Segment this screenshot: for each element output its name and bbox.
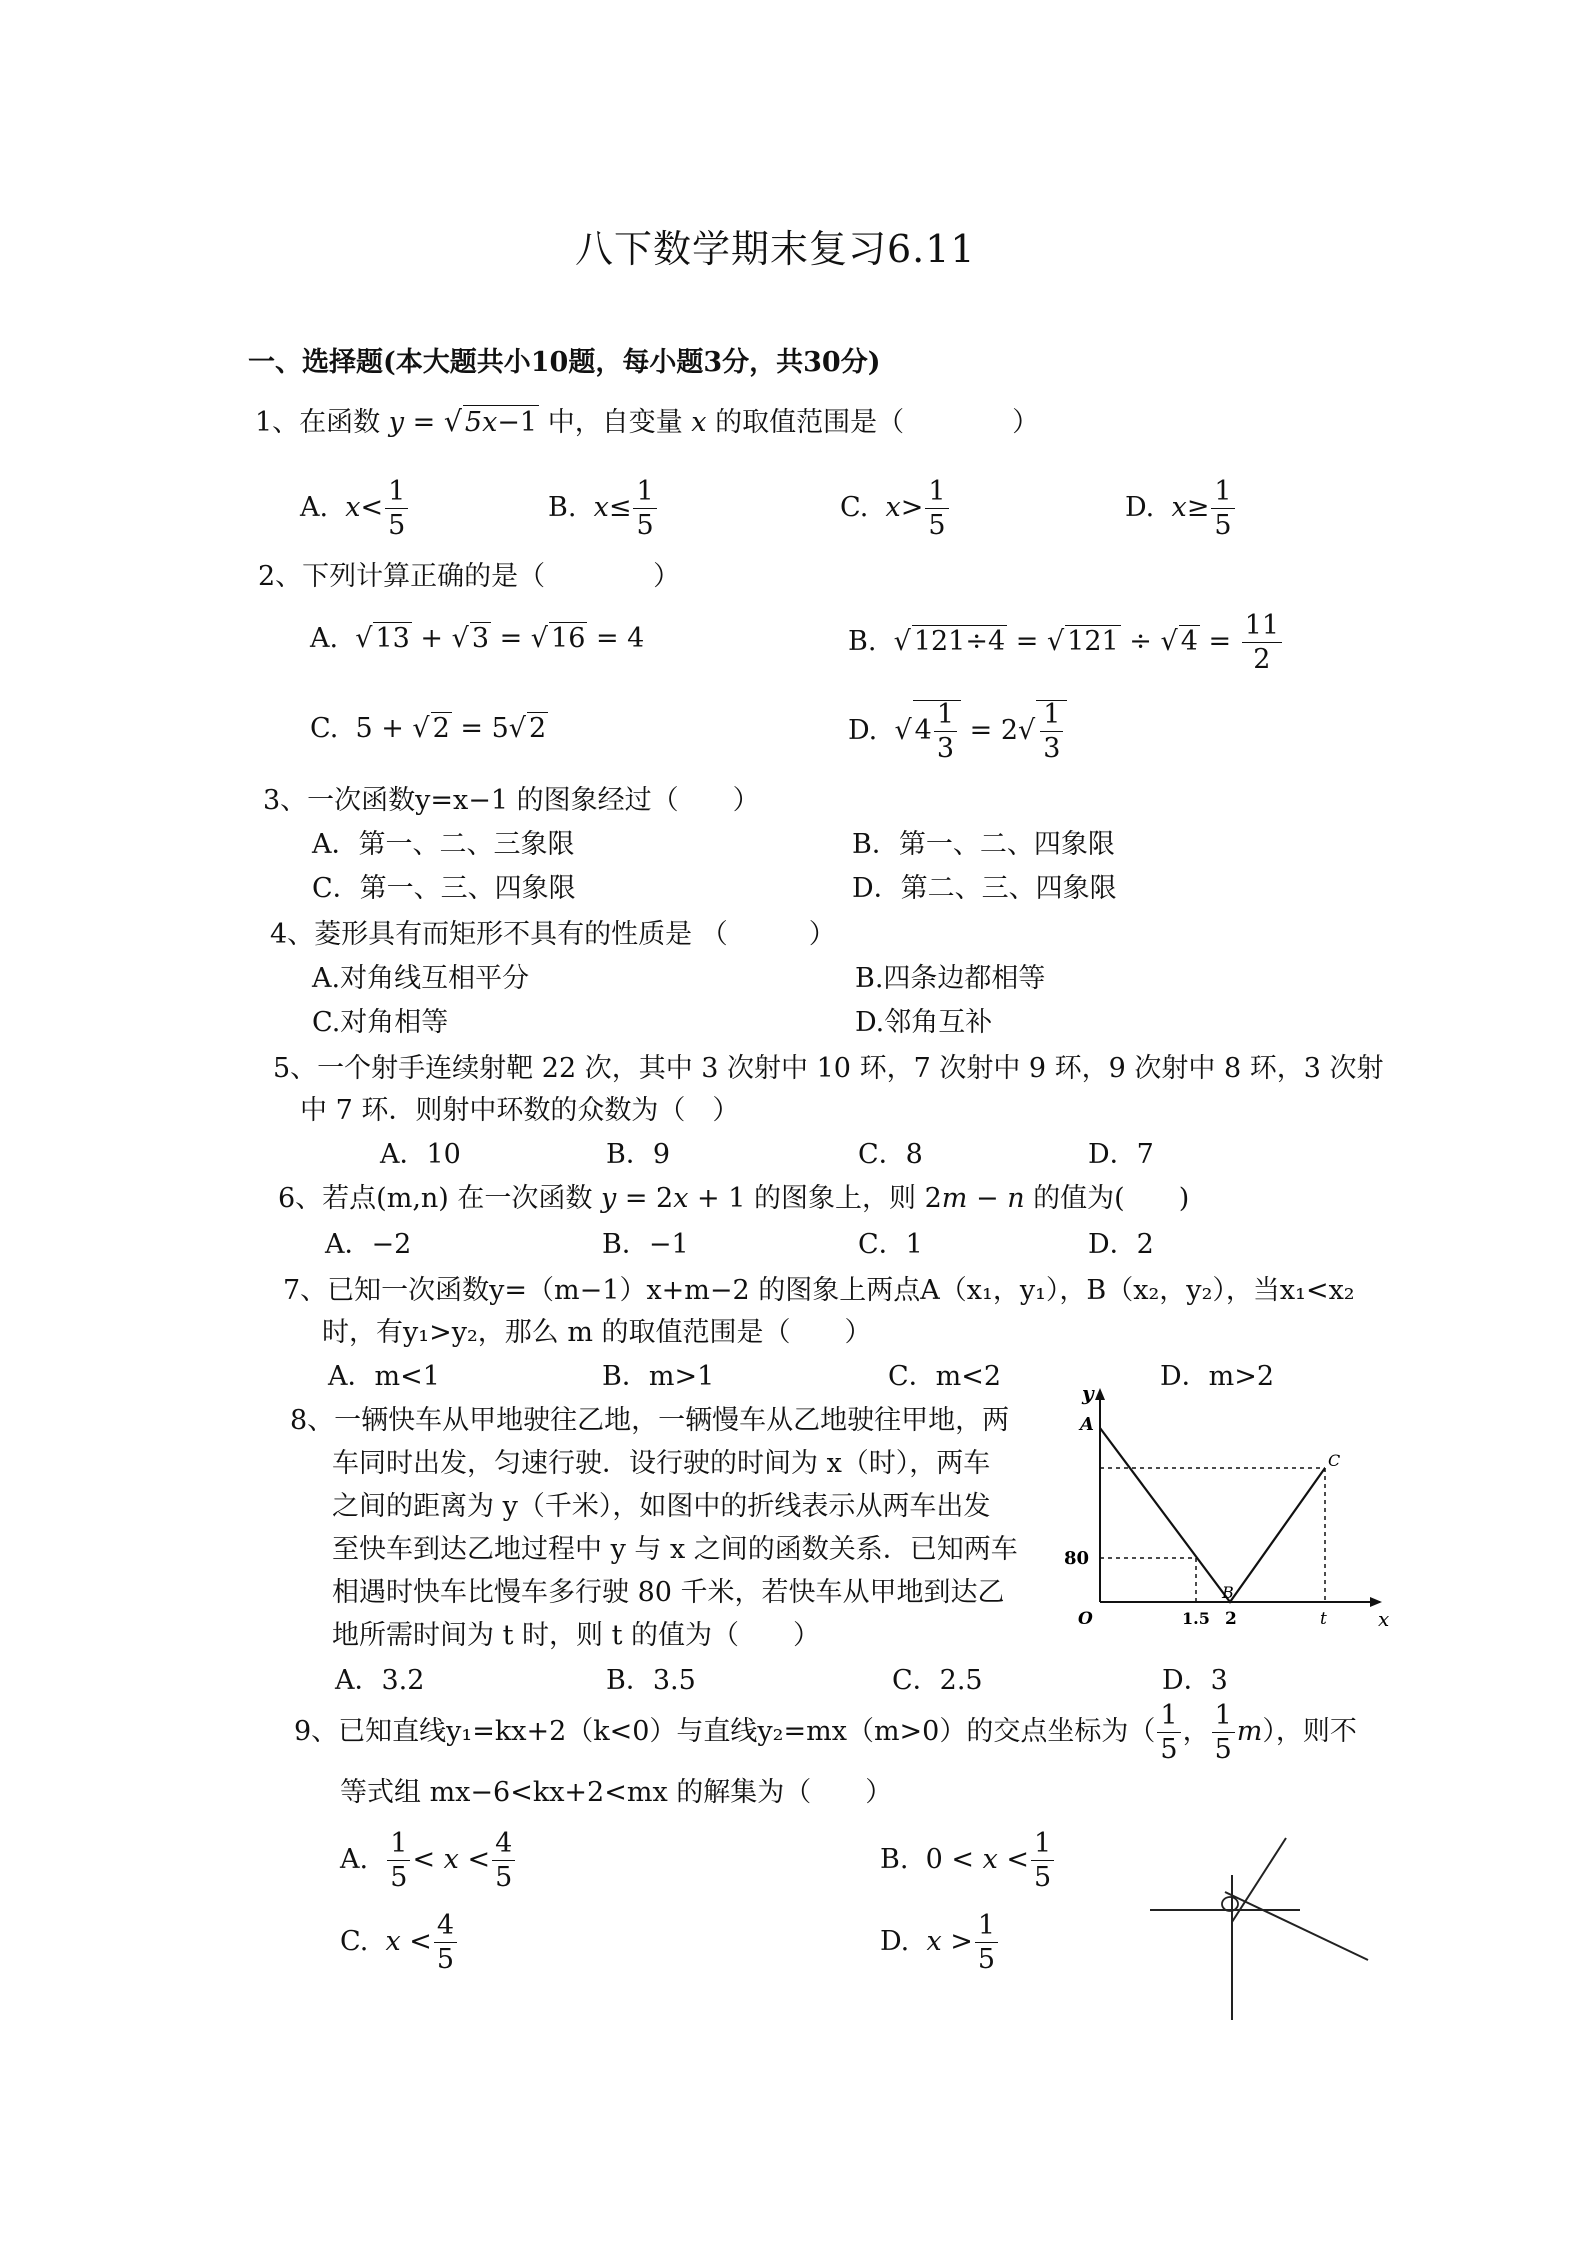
question-3-option-a[interactable]: A．第一、二、三象限 xyxy=(312,829,575,860)
question-3-stem: 3、一次函数y=x−1 的图象经过（ ） xyxy=(263,785,760,816)
question-6-option-d[interactable]: D．2 xyxy=(1088,1229,1154,1260)
question-7-option-a[interactable]: A．m<1 xyxy=(328,1361,440,1392)
question-7-option-c[interactable]: C．m<2 xyxy=(888,1361,1002,1392)
graph-value-2: 2 xyxy=(1225,1609,1237,1629)
question-9-stem-line-1: 9、已知直线y₁=kx+2（k<0）与直线y₂=mx（m>0）的交点坐标为（ $\frac{1}{5}$ ， $\frac{1}{5}$ m），则不 xyxy=(294,1700,1357,1765)
question-6-option-a[interactable]: A．−2 xyxy=(325,1229,412,1260)
question-4-option-a[interactable]: A.对角线互相平分 xyxy=(312,963,530,994)
question-1-option-b[interactable]: B. x≤ $\frac{1}{5}$ xyxy=(548,478,659,539)
question-7-option-b[interactable]: B．m>1 xyxy=(602,1361,715,1392)
section-heading: 一、选择题(本大题共小10题，每小题3分，共30分) xyxy=(248,347,881,378)
question-1-option-c[interactable]: C. x> $\frac{1}{5}$ xyxy=(840,478,951,539)
question-7-option-d[interactable]: D．m>2 xyxy=(1160,1361,1275,1392)
graph-value-80: 80 xyxy=(1064,1548,1090,1569)
question-7-stem-line-1: 7、已知一次函数y=（m−1）x+m−2 的图象上两点A（x₁，y₁），B（x₂，y₂），当x₁<x₂ xyxy=(283,1275,1355,1306)
question-8-stem-line-6: 地所需时间为 t 时，则 t 的值为（ ） xyxy=(332,1620,821,1651)
graph-label-x: x xyxy=(1378,1607,1390,1630)
question-4-option-c[interactable]: C.对角相等 xyxy=(312,1007,449,1038)
question-8-stem-line-3: 之间的距离为 y（千米），如图中的折线表示从两车出发 xyxy=(332,1491,991,1522)
question-5-option-b[interactable]: B．9 xyxy=(606,1139,671,1170)
question-8-stem-line-5: 相遇时快车比慢车多行驶 80 千米，若快车从甲地到达乙 xyxy=(332,1577,1005,1608)
question-8-stem-line-4: 至快车到达乙地过程中 y 与 x 之间的函数关系．已知两车 xyxy=(332,1534,1018,1565)
question-5-option-a[interactable]: A．10 xyxy=(380,1139,461,1170)
question-4-option-d[interactable]: D.邻角互补 xyxy=(855,1007,993,1038)
question-3-option-d[interactable]: D．第二、三、四象限 xyxy=(852,873,1117,904)
question-6-stem: 6、若点(m,n) 在一次函数 y = 2x + 1 的图象上，则 2m − n 的值为( ) xyxy=(278,1183,1190,1214)
graph-point-c: C xyxy=(1328,1451,1341,1470)
question-1-option-a[interactable]: A. x< $\frac{1}{5}$ xyxy=(300,478,410,539)
question-5-stem-line-1: 5、一个射手连续射靶 22 次，其中 3 次射中 10 环，7 次射中 9 环，9 次射中 8 环，3 次射 xyxy=(273,1053,1384,1084)
graph-label-y: y xyxy=(1082,1381,1094,1405)
question-8-option-c[interactable]: C．2.5 xyxy=(892,1665,983,1696)
question-8-stem-line-1: 8、一辆快车从甲地驶往乙地，一辆慢车从乙地驶往甲地，两 xyxy=(290,1405,1010,1436)
graph-point-a: A xyxy=(1080,1414,1094,1435)
question-5-option-c[interactable]: C．8 xyxy=(858,1139,923,1170)
question-2-option-b[interactable]: B. √ 121÷4 = √ 121 ÷ √ 4 = $\frac{11}{2}$ xyxy=(848,612,1284,673)
question-1-option-d[interactable]: D. x≥ $\frac{1}{5}$ xyxy=(1125,478,1237,539)
question-4-stem: 4、菱形具有而矩形不具有的性质是 （ ） xyxy=(270,919,836,950)
question-2-stem: 2、下列计算正确的是（ ） xyxy=(258,561,681,592)
question-2-option-a[interactable]: A. √ 13 + √ 3 = √ 16 = 4 xyxy=(310,623,645,654)
question-8-option-a[interactable]: A．3.2 xyxy=(335,1665,425,1696)
x-axis-arrow-icon xyxy=(1370,1597,1382,1607)
question-2-option-d[interactable]: D. √ 4 $\frac{1}{3}$ = 2√ $\frac{1}{3}$ xyxy=(848,700,1067,762)
graph-value-t: t xyxy=(1320,1609,1327,1629)
question-9-sketch xyxy=(1140,1830,1380,2030)
graph-origin: O xyxy=(1078,1609,1093,1629)
question-4-option-b[interactable]: B.四条边都相等 xyxy=(855,963,1046,994)
question-9-option-a[interactable]: A. $\frac{1}{5}$ < x < $\frac{4}{5}$ xyxy=(340,1830,517,1891)
question-5-stem-line-2: 中 7 环．则射中环数的众数为（ ） xyxy=(300,1095,740,1126)
sketch-falling-line xyxy=(1225,1892,1368,1960)
question-1-stem: 1、在函数 y = √ 5x−1 中，自变量 x 的取值范围是（ ） xyxy=(255,405,1040,438)
question-8-option-b[interactable]: B．3.5 xyxy=(606,1665,696,1696)
question-9-option-b[interactable]: B. 0 < x < $\frac{1}{5}$ xyxy=(880,1830,1056,1891)
question-8-stem-line-2: 车同时出发，匀速行驶．设行驶的时间为 x（时），两车 xyxy=(332,1448,991,1479)
question-9-option-c[interactable]: C. x < $\frac{4}{5}$ xyxy=(340,1912,459,1973)
y-axis-arrow-icon xyxy=(1095,1388,1105,1400)
graph-value-1-5: 1.5 xyxy=(1182,1609,1210,1628)
distance-polyline xyxy=(1100,1428,1325,1602)
question-7-stem-line-2: 时，有y₁>y₂，那么 m 的取值范围是（ ） xyxy=(322,1317,872,1348)
sketch-marker xyxy=(1222,1897,1238,1911)
page-title: 八下数学期末复习6.11 xyxy=(575,227,976,271)
question-8-distance-graph xyxy=(1060,1380,1390,1630)
question-5-option-d[interactable]: D．7 xyxy=(1088,1139,1154,1170)
question-6-option-c[interactable]: C．1 xyxy=(858,1229,923,1260)
question-3-option-c[interactable]: C．第一、三、四象限 xyxy=(312,873,576,904)
question-9-stem-line-2: 等式组 mx−6<kx+2<mx 的解集为（ ） xyxy=(340,1777,893,1808)
question-3-option-b[interactable]: B．第一、二、四象限 xyxy=(852,829,1115,860)
question-6-option-b[interactable]: B．−1 xyxy=(602,1229,689,1260)
graph-point-b: B xyxy=(1222,1583,1234,1602)
question-2-option-c[interactable]: C. 5 + √ 2 = 5√ 2 xyxy=(310,713,547,744)
question-9-option-d[interactable]: D. x > $\frac{1}{5}$ xyxy=(880,1912,1000,1973)
question-8-option-d[interactable]: D．3 xyxy=(1162,1665,1228,1696)
